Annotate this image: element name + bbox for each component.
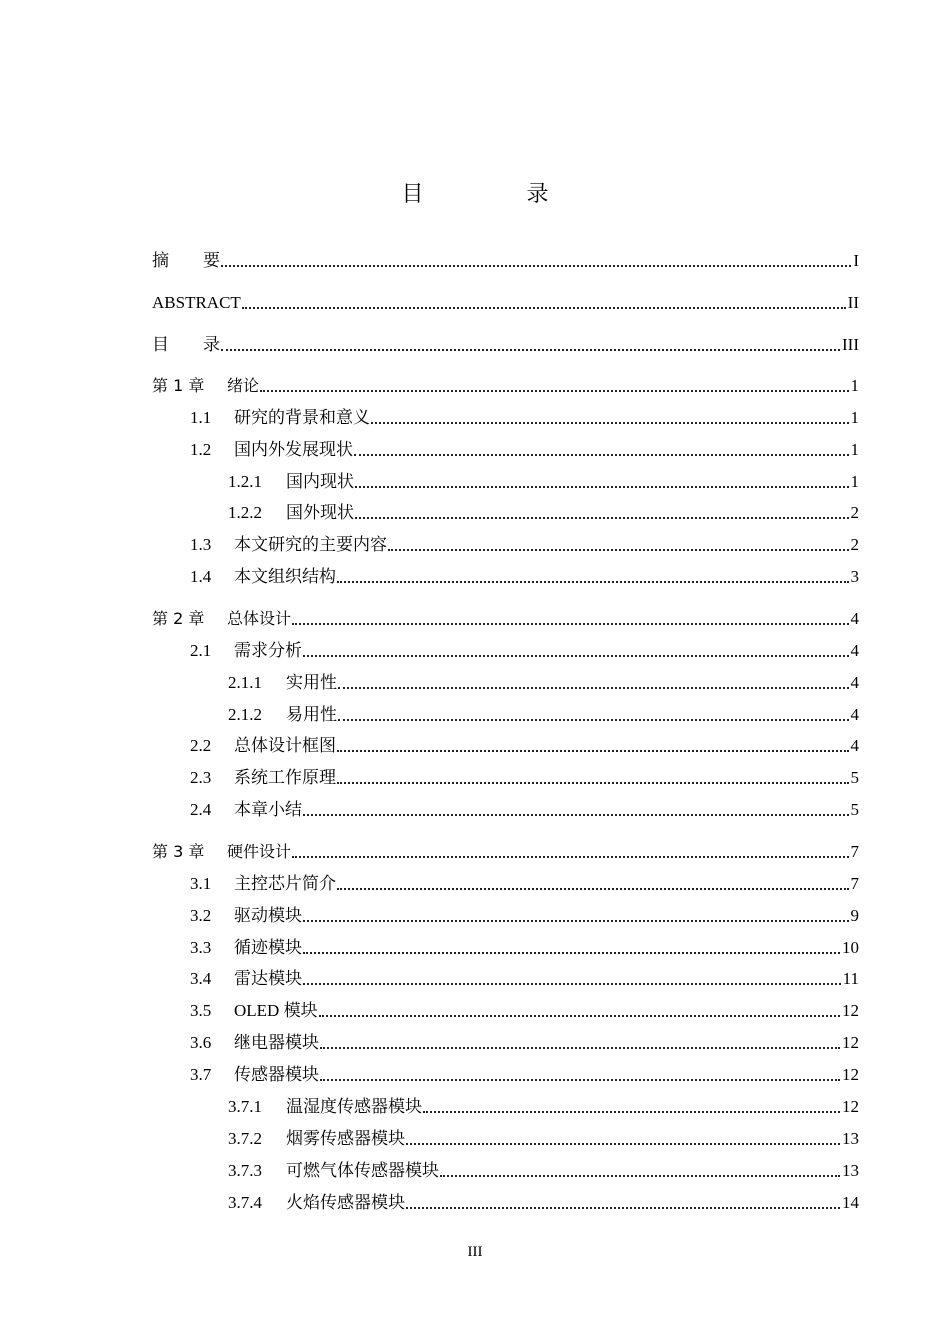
page-title: 目 录 [401,182,597,207]
toc-entry-number: 1.2.2 [228,503,262,522]
toc-entry-label: 雷达模块 [234,969,302,988]
toc-entry[interactable] [228,1158,859,1182]
toc-entry-number: 3.6 [190,1033,212,1052]
toc-page-number: 12 [842,1033,859,1052]
toc-entry[interactable] [152,248,859,272]
toc-dot-leader [303,952,840,954]
toc-entry[interactable] [190,998,859,1022]
toc-entry[interactable] [152,332,859,356]
toc-entry-label: 温湿度传感器模块 [286,1097,422,1116]
toc-dot-leader [303,983,841,985]
toc-dot-leader [355,517,849,519]
toc-entry-label: 传感器模块 [234,1065,319,1084]
toc-entry-label: 主控芯片简介 [234,874,336,893]
toc-entry-label: 本文组织结构 [234,567,336,586]
toc-entry-number: 第 2 章 [152,609,205,628]
toc-dot-leader [423,1111,840,1113]
toc-entry-label: 继电器模块 [234,1033,319,1052]
toc-entry-number: 1.2 [190,440,212,459]
toc-entry-label: 火焰传感器模块 [286,1193,405,1212]
toc-entry[interactable] [152,606,859,630]
toc-entry-label: 研究的背景和意义 [234,408,370,427]
toc-entry[interactable] [190,903,859,927]
toc-entry-number: 1.1 [190,408,212,427]
toc-entry-number: 第 1 章 [152,376,205,395]
toc-entry-number: 2.1 [190,641,212,660]
toc-page-number: 14 [842,1193,859,1212]
toc-page-number: 1 [850,440,859,459]
toc-entry-number: 3.5 [190,1001,212,1020]
toc-entry[interactable] [228,670,859,694]
toc-dot-leader [292,623,848,625]
toc-entry[interactable] [190,437,859,461]
toc-page-number: 12 [842,1001,859,1020]
toc-entry[interactable] [228,702,859,726]
toc-entry-label: 系统工作原理 [234,768,336,787]
toc-entry-number: 2.1.2 [228,705,262,724]
toc-dot-leader [337,888,849,890]
toc-dot-leader [406,1143,840,1145]
toc-entry-label: 循迹模块 [234,938,302,957]
toc-entry-number: 3.7.4 [228,1193,262,1212]
toc-page-number: 4 [850,705,859,724]
toc-entry-label: 可燃气体传感器模块 [286,1161,439,1180]
toc-entry-number: 1.4 [190,567,212,586]
toc-dot-leader [242,307,846,309]
toc-dot-leader [337,782,849,784]
toc-dot-leader [292,856,848,858]
toc-entry-number: 第 3 章 [152,842,205,861]
toc-dot-leader [371,422,849,424]
toc-page-number: 12 [842,1097,859,1116]
toc-entry-number: 3.1 [190,874,212,893]
toc-entry-label: 总体设计框图 [234,736,336,755]
toc-entry[interactable] [190,797,859,821]
toc-entry-label: 总体设计 [227,609,292,628]
toc-entry[interactable] [190,1030,859,1054]
toc-entry-label: 硬件设计 [227,842,292,861]
toc-entry[interactable] [228,469,859,493]
toc-page-number: 3 [850,567,859,586]
toc-dot-leader [221,349,840,351]
toc-entry-number: 3.3 [190,938,212,957]
toc-page-number: 12 [842,1065,859,1084]
toc-entry-label: 国内外发展现状 [234,440,353,459]
toc-dot-leader [319,1015,840,1017]
toc-entry-number: 2.3 [190,768,212,787]
toc-page-number: 4 [850,736,859,755]
toc-dot-leader [338,687,849,689]
toc-dot-leader [355,486,849,488]
toc-page-number: 2 [850,535,859,554]
toc-dot-leader [440,1175,840,1177]
toc-entry-number: 3.2 [190,906,212,925]
toc-entry[interactable] [190,935,859,959]
toc-entry-number: 3.4 [190,969,212,988]
toc-page-number: I [853,251,859,270]
toc-entry-number: 3.7.3 [228,1161,262,1180]
toc-entry[interactable] [190,966,859,990]
toc-dot-leader [260,390,848,392]
toc-page-number: 11 [842,969,859,988]
toc-entry-label: 摘 要 [152,251,220,271]
toc-dot-leader [337,581,849,583]
toc-dot-leader [406,1207,840,1209]
toc-entry-number: 2.2 [190,736,212,755]
toc-entry-number: 2.4 [190,800,212,819]
toc-dot-leader [338,719,849,721]
toc-entry-number: 3.7 [190,1065,212,1084]
toc-entry[interactable] [190,564,859,588]
toc-entry-label: 驱动模块 [234,906,302,925]
toc-page-number: 5 [850,800,859,819]
toc-page-number: 1 [850,376,859,395]
toc-page-number: 1 [850,472,859,491]
toc-dot-leader [320,1079,840,1081]
toc-page-number: 2 [850,503,859,522]
toc-entry-label: 烟雾传感器模块 [286,1129,405,1148]
toc-page-number: 4 [850,673,859,692]
toc-entry[interactable] [228,1094,859,1118]
toc-entry[interactable] [190,1062,859,1086]
toc-entry[interactable] [190,733,859,757]
toc-page-number: 7 [850,842,859,861]
toc-entry-label: 目 录 [152,335,220,355]
toc-entry[interactable] [190,405,859,429]
toc-page-number: 4 [850,641,859,660]
toc-entry[interactable] [152,839,859,863]
toc-entry[interactable] [152,290,859,314]
toc-entry-number: 1.2.1 [228,472,262,491]
toc-entry[interactable] [190,532,859,556]
toc-dot-leader [320,1047,840,1049]
toc-entry[interactable] [228,500,859,524]
toc-page-number: 1 [850,408,859,427]
toc-entry[interactable] [228,1126,859,1150]
toc-entry-label: 实用性 [286,673,337,692]
toc-page-number: 5 [850,768,859,787]
toc-entry-number: 1.3 [190,535,212,554]
toc-entry-label: 需求分析 [234,641,302,660]
toc-entry-label: OLED 模块 [234,1001,318,1020]
toc-dot-leader [354,454,849,456]
toc-entry[interactable] [152,373,859,397]
toc-entry-label: 本章小结 [234,800,302,819]
toc-page-number: II [847,293,859,312]
toc-entry-number: 2.1.1 [228,673,262,692]
toc-page-number: 4 [850,609,859,628]
toc-page-number: 13 [842,1129,859,1148]
toc-dot-leader [337,750,849,752]
toc-entry-number: 3.7.2 [228,1129,262,1148]
toc-entry[interactable] [190,765,859,789]
toc-entry-label: 国内现状 [286,472,354,491]
toc-entry[interactable] [190,638,859,662]
toc-dot-leader [303,814,849,816]
toc-entry-label: 易用性 [286,705,337,724]
toc-page-number: 9 [850,906,859,925]
toc-entry[interactable] [190,871,859,895]
toc-page-number: 7 [850,874,859,893]
toc-dot-leader [388,549,849,551]
toc-entry[interactable] [228,1190,859,1214]
toc-dot-leader [221,265,851,267]
toc-dot-leader [303,655,849,657]
toc-entry-label: 国外现状 [286,503,354,522]
toc-page-number: 10 [842,938,859,957]
toc-page-number: 13 [842,1161,859,1180]
toc-entry-label: 绪论 [227,376,260,395]
toc-dot-leader [303,920,849,922]
page-number: III [467,1244,483,1260]
toc-page-number: III [842,335,859,354]
toc-entry-label: ABSTRACT [152,293,241,312]
toc-entry-number: 3.7.1 [228,1097,262,1116]
toc-entry-label: 本文研究的主要内容 [234,535,387,554]
